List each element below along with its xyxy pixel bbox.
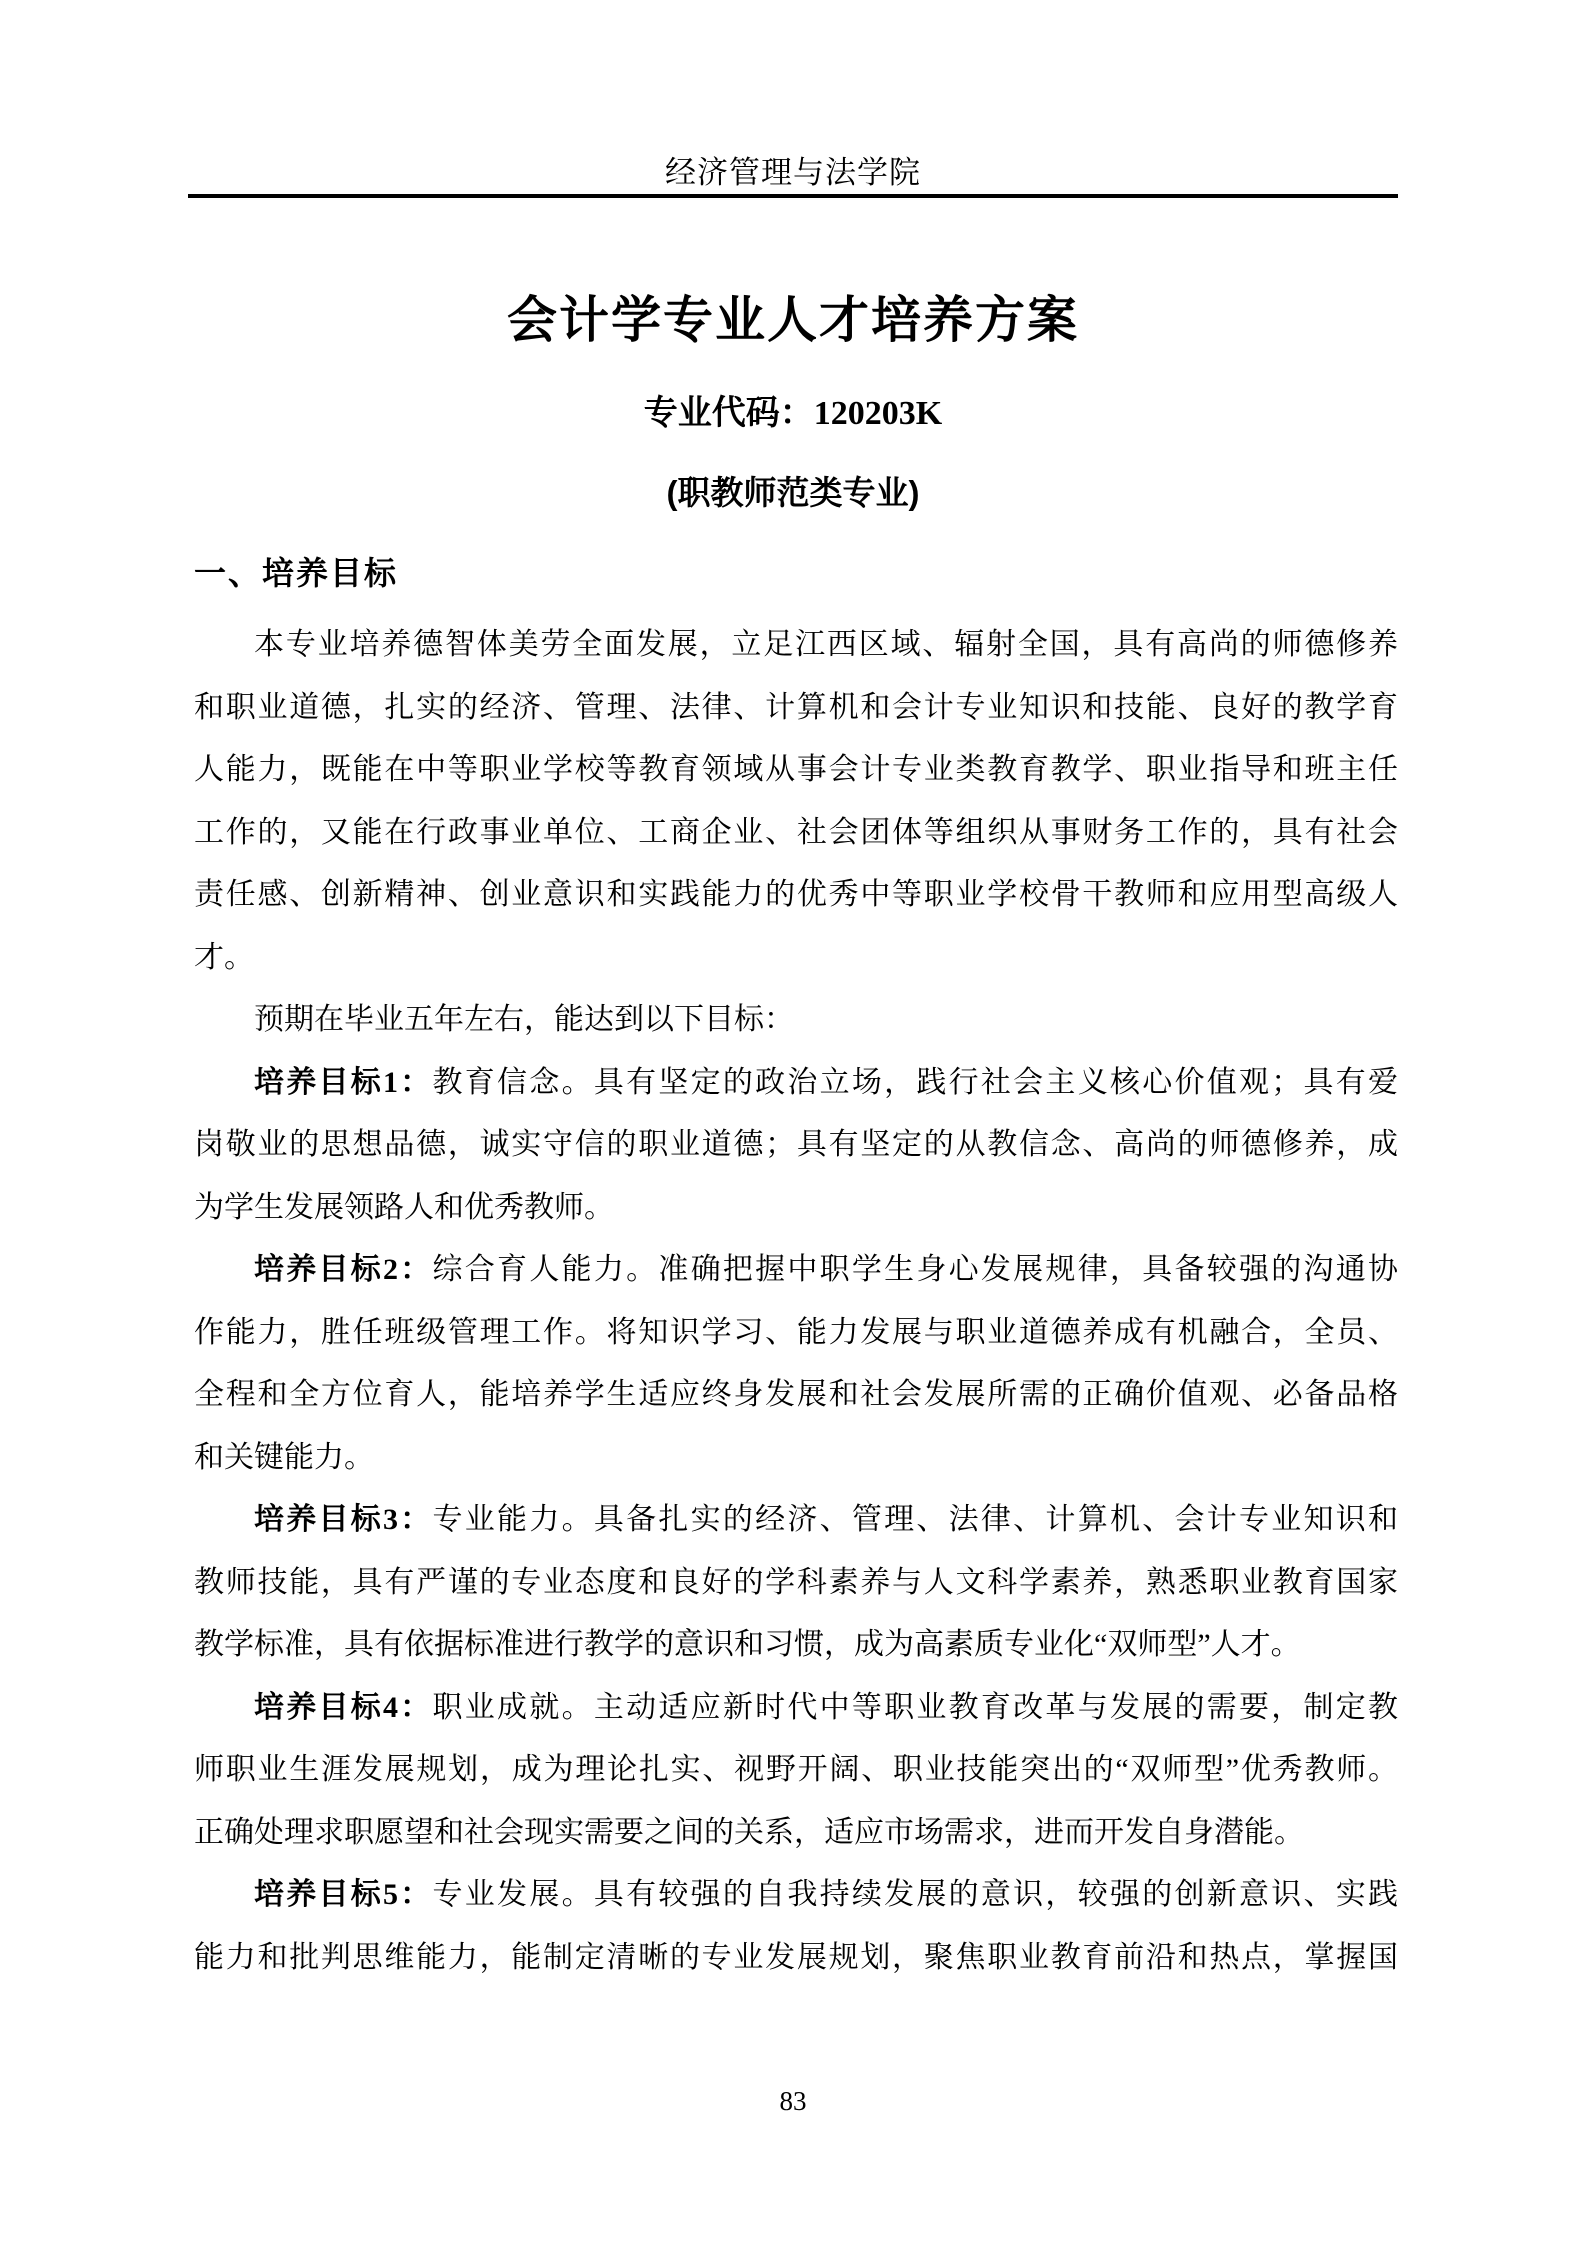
- body-line: 教学标准，具有依据标准进行教学的意识和习惯，成为高素质专业化“双师型”人才。: [194, 1628, 1301, 1661]
- body-line: 培养目标2：综合育人能力。准确把握中职学生身心发展规律，具备较强的沟通协: [254, 1253, 1398, 1286]
- body-line: 本专业培养德智体美劳全面发展，立足江西区域、辐射全国，具有高尚的师德修养: [254, 628, 1398, 661]
- major-code-label: 专业代码：: [643, 395, 814, 432]
- major-code-line: [190, 394, 1396, 434]
- body-line: 工作的，又能在行政事业单位、工商企业、社会团体等组织从事财务工作的，具有社会: [194, 815, 1398, 849]
- body-line: 培养目标5：专业发展。具有较强的自我持续发展的意识，较强的创新意识、实践: [254, 1878, 1398, 1911]
- body-line: 责任感、创新精神、创业意识和实践能力的优秀中等职业学校骨干教师和应用型高级人: [194, 878, 1398, 911]
- body-line: 和职业道德，扎实的经济、管理、法律、计算机和会计专业知识和技能、良好的教学育: [194, 690, 1398, 724]
- body-line: 预期在毕业五年左右，能达到以下目标：: [254, 1003, 794, 1036]
- body-line: 培养目标1：教育信念。具有坚定的政治立场，践行社会主义核心价值观；具有爱: [254, 1065, 1398, 1099]
- body-line: 培养目标3：专业能力。具备扎实的经济、管理、法律、计算机、会计专业知识和: [254, 1503, 1398, 1536]
- body-line: 正确处理求职愿望和社会现实需要之间的关系，适应市场需求，进而开发自身潜能。: [194, 1815, 1304, 1849]
- running-header: 经济管理与法学院: [665, 155, 921, 190]
- document-subtitle: (职教师范类专业): [666, 474, 920, 511]
- goal-label: 培养目标2：: [254, 1253, 433, 1286]
- body-line: 能力和批判思维能力，能制定清晰的专业发展规划，聚焦职业教育前沿和热点，掌握国: [194, 1940, 1398, 1974]
- goal-label: 培养目标3：: [254, 1503, 433, 1536]
- goal-label: 培养目标1：: [254, 1065, 433, 1099]
- goal-label: 培养目标5：: [254, 1878, 433, 1911]
- body-text: [194, 614, 1398, 1989]
- page-number: 83: [779, 2086, 807, 2116]
- body-line: 岗敬业的思想品德，诚实守信的职业道德；具有坚定的从教信念、高尚的师德修养，成: [194, 1128, 1398, 1161]
- major-code-value: 120203K: [813, 395, 943, 432]
- body-line: 才。: [194, 940, 254, 974]
- body-line: 作能力，胜任班级管理工作。将知识学习、能力发展与职业道德养成有机融合，全员、: [194, 1315, 1398, 1349]
- header-rule: [188, 194, 1398, 198]
- section-heading-training-objectives: 一、培养目标: [194, 555, 399, 591]
- goal-label: 培养目标4：: [254, 1690, 433, 1724]
- body-line: 教师技能，具有严谨的专业态度和良好的学科素养与人文科学素养，熟悉职业教育国家: [194, 1565, 1398, 1599]
- body-line: 师职业生涯发展规划，成为理论扎实、视野开阔、职业技能突出的“双师型”优秀教师。: [194, 1753, 1398, 1786]
- body-line: 培养目标4：职业成就。主动适应新时代中等职业教育改革与发展的需要，制定教: [254, 1690, 1398, 1724]
- body-line: 全程和全方位育人，能培养学生适应终身发展和社会发展所需的正确价值观、必备品格: [194, 1378, 1398, 1411]
- body-line: 为学生发展领路人和优秀教师。: [194, 1190, 614, 1224]
- body-line: 人能力，既能在中等职业学校等教育领域从事会计专业类教育教学、职业指导和班主任: [194, 753, 1398, 786]
- document-title: 会计学专业人才培养方案: [507, 292, 1079, 348]
- body-line: 和关键能力。: [194, 1440, 374, 1474]
